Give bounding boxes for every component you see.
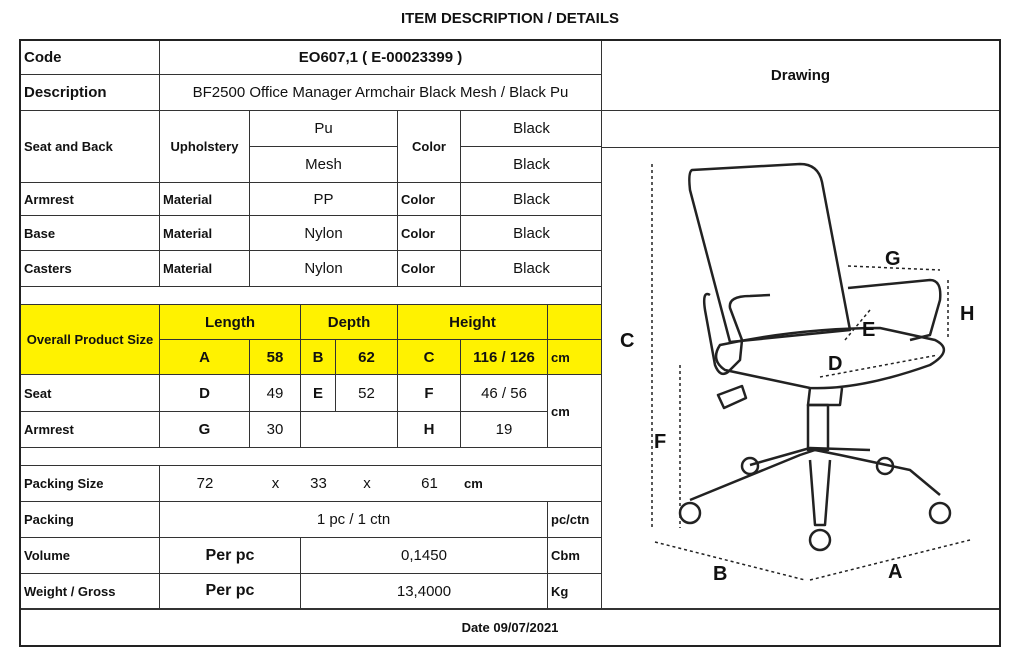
dim-d-marker: D (828, 353, 843, 375)
base-color-label: Color (398, 216, 461, 251)
armrest-blank (301, 412, 398, 448)
seat-label: Seat (21, 375, 160, 412)
packing-label: Packing (21, 502, 160, 538)
base-leg-front (810, 460, 830, 525)
dim-b-value: 62 (336, 340, 398, 375)
packing-unit: pc/ctn (548, 502, 601, 538)
dim-d-label: D (160, 375, 250, 412)
packing-size-unit: cm (461, 466, 601, 502)
left-armrest (704, 294, 770, 374)
dim-g-label: G (160, 412, 250, 448)
packing-size-width: 33 (301, 466, 336, 502)
seat-back-color-2: Black (461, 147, 602, 183)
dim-f-label: F (398, 375, 461, 412)
document-title: ITEM DESCRIPTION / DETAILS (400, 10, 620, 27)
code-value: EO607,1 ( E-00023399 ) (160, 41, 602, 75)
drawing-spacer (602, 111, 999, 148)
section-spacer-2 (21, 448, 601, 466)
packing-size-height: 61 (398, 466, 461, 502)
dim-e-marker: E (862, 319, 876, 341)
seat-mechanism (808, 388, 842, 405)
caster-2 (742, 458, 758, 474)
packing-size-length: 72 (160, 466, 250, 502)
armrest-color-value: Black (461, 183, 602, 216)
armrest-material-label: Material (160, 183, 250, 216)
base-material-value: Nylon (250, 216, 398, 251)
dim-f-marker: F (654, 431, 667, 453)
dim-g-marker: G (885, 248, 901, 270)
dim-e-label: E (301, 375, 336, 412)
upholstery-label: Upholstery (160, 111, 250, 183)
casters-material-value: Nylon (250, 251, 398, 287)
dim-c-value: 116 / 126 (461, 340, 548, 375)
caster-4 (930, 503, 950, 523)
upholstery-value-2: Mesh (250, 147, 398, 183)
description-label: Description (21, 75, 160, 111)
length-header: Length (160, 305, 301, 340)
gas-cylinder (808, 405, 828, 450)
dim-h-value: 19 (461, 412, 548, 448)
casters-label: Casters (21, 251, 160, 287)
dim-g-value: 30 (250, 412, 301, 448)
packing-size-label: Packing Size (21, 466, 160, 502)
dim-h-label: H (398, 412, 461, 448)
armrest-dims-label: Armrest (21, 412, 160, 448)
base-material-label: Material (160, 216, 250, 251)
volume-label: Volume (21, 538, 160, 574)
height-header: Height (398, 305, 548, 340)
dim-b-label: B (301, 340, 336, 375)
dim-h-marker: H (960, 303, 975, 325)
unit-header-blank (548, 305, 601, 340)
section-spacer-1 (21, 287, 601, 305)
packing-value: 1 pc / 1 ctn (160, 502, 548, 538)
tilt-lever (718, 386, 746, 408)
dim-c-marker: C (620, 330, 635, 352)
caster-5 (810, 530, 830, 550)
dim-c-label: C (398, 340, 461, 375)
dim-b-marker: B (713, 563, 728, 585)
weight-per-label: Per pc (160, 574, 301, 609)
armrest-label: Armrest (21, 183, 160, 216)
packing-size-x2: x (336, 466, 398, 502)
casters-color-label: Color (398, 251, 461, 287)
dim-a-value: 58 (250, 340, 301, 375)
packing-size-x1: x (250, 466, 301, 502)
volume-per-label: Per pc (160, 538, 301, 574)
upholstery-value-1: Pu (250, 111, 398, 147)
dim-f-value: 46 / 56 (461, 375, 548, 412)
dim-d-value: 49 (250, 375, 301, 412)
overall-size-label: Overall Product Size (21, 305, 160, 375)
date-footer: Date 09/07/2021 (461, 620, 559, 635)
caster-1 (680, 503, 700, 523)
volume-unit: Cbm (548, 538, 601, 574)
seat-back-color-label: Color (398, 111, 461, 183)
dim-line-b (655, 542, 805, 580)
dim-a-marker: A (888, 561, 903, 583)
drawing-label: Drawing (602, 41, 999, 111)
dims-unit: cm (548, 375, 601, 448)
dim-a-label: A (160, 340, 250, 375)
base-color-value: Black (461, 216, 602, 251)
description-value: BF2500 Office Manager Armchair Black Mesh / Black Pu (160, 75, 602, 111)
weight-value: 13,4000 (301, 574, 548, 609)
base-leg-right (690, 450, 940, 500)
code-label: Code (21, 41, 160, 75)
overall-unit: cm (548, 340, 601, 375)
seat-back-color-1: Black (461, 111, 602, 147)
depth-header: Depth (301, 305, 398, 340)
casters-material-label: Material (160, 251, 250, 287)
weight-label: Weight / Gross (21, 574, 160, 609)
dim-e-value: 52 (336, 375, 398, 412)
chair-drawing (610, 150, 990, 590)
armrest-material-value: PP (250, 183, 398, 216)
weight-unit: Kg (548, 574, 601, 609)
armrest-color-label: Color (398, 183, 461, 216)
seat-back-label: Seat and Back (21, 111, 160, 183)
base-label: Base (21, 216, 160, 251)
backrest-shape (689, 164, 850, 342)
casters-color-value: Black (461, 251, 602, 287)
volume-value: 0,1450 (301, 538, 548, 574)
